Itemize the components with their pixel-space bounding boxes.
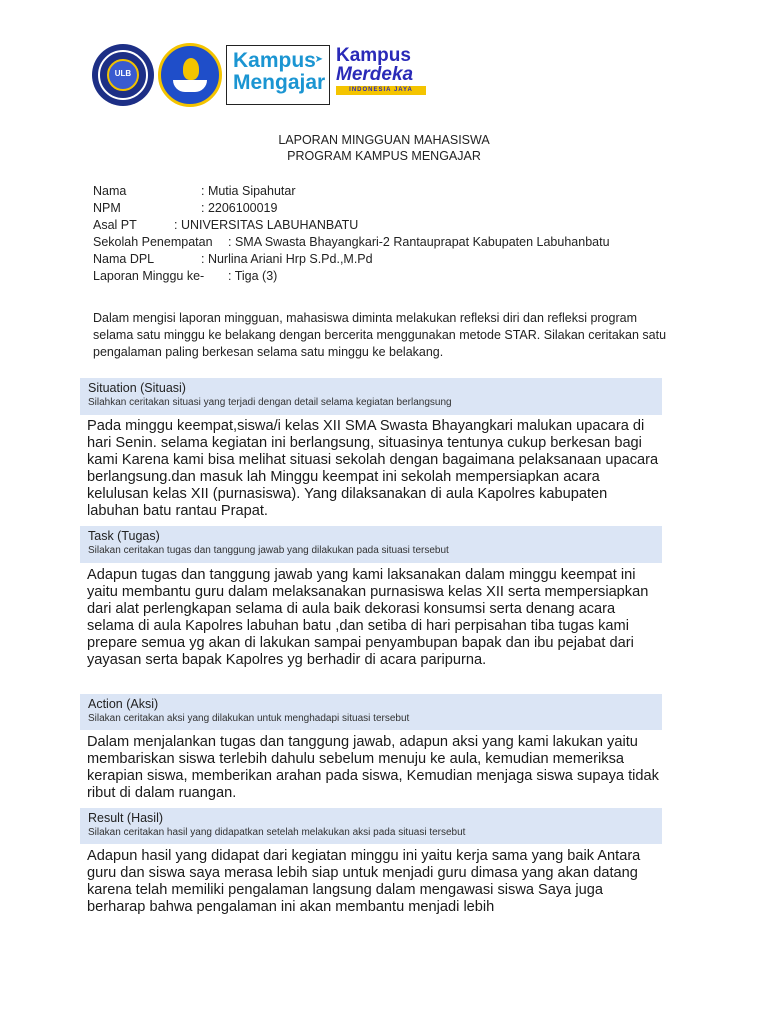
kampus-merdeka-line2: Merdeka [336, 64, 414, 85]
nama-label: Nama [93, 184, 127, 198]
situation-hint: Silahkan ceritakan situasi yang terjadi dengan detail selama kegiatan berlangsung [88, 397, 452, 408]
ulb-seal-text: ULB [114, 69, 132, 78]
logo-row [92, 40, 426, 110]
section-header-action [80, 694, 662, 730]
action-heading: Action (Aksi) [88, 697, 159, 711]
tut-wuri-book-icon [173, 80, 207, 92]
tut-wuri-handayani-logo [158, 43, 222, 107]
identity-row-nama [93, 183, 673, 200]
intro-paragraph: Dalam mengisi laporan mingguan, mahasiswa diminta melakukan refleksi diri dan refleksi program selama satu minggu ke belakang dengan bercerita menggunakan metode STAR. Silakan ceritakan satu pengalaman paling berkesan selama satu minggu ke belakang. [93, 311, 667, 359]
report-title-line1: LAPORAN MINGGUAN MAHASISWA [278, 133, 490, 147]
task-heading: Task (Tugas) [88, 529, 160, 543]
sekolah-value: : SMA Swasta Bhayangkari-2 Rantauprapat Kabupaten Labuhanbatu [228, 235, 610, 249]
situation-heading: Situation (Situasi) [88, 381, 186, 395]
result-body: Adapun hasil yang didapat dari kegiatan minggu ini yaitu kerja sama yang baik Antara guru dan siswa saya merasa lebih siap untuk menjadi guru dimasa yang akan datang karena telah memiliki pengalaman langsung dalam mengawasi siswa Saya juga berharap bahwa pengalaman ini akan membantu menjadi lebih [87, 848, 641, 915]
identity-row-minggu [93, 268, 673, 285]
kampus-mengajar-line2: Mengajar [233, 71, 326, 94]
report-title [0, 132, 768, 164]
task-body: Adapun tugas dan tanggung jawab yang kami laksanakan dalam minggu keempat ini yaitu membantu guru dalam melaksanakan purnasiswa kelas XII serta mempersiapkan dari alat perlengkapan selama di aula baik dekorasi konsumsi serta denang acara selama di aula Kapolres labuhan batu ,dan setiba di hari perpisahan tiba tugas kami prepare semua yg akan di lakukan sampai penyambupan bapak dan ibu pejabat dari yayasan serta bapak Kapolres yg berhadir di acara paripurna. [87, 567, 649, 668]
npm-value: : 2206100019 [201, 201, 278, 215]
result-heading: Result (Hasil) [88, 811, 164, 825]
npm-label: NPM [93, 201, 121, 215]
section-header-situation [80, 378, 662, 415]
minggu-value: : Tiga (3) [228, 269, 278, 283]
action-hint: Silakan ceritakan aksi yang dilakukan untuk menghadapi situasi tersebut [88, 713, 410, 724]
section-header-result [80, 808, 662, 844]
identity-row-sekolah [93, 234, 673, 251]
identity-block [93, 183, 673, 285]
nama-value: : Mutia Sipahutar [201, 184, 296, 198]
tut-wuri-flame-icon [183, 58, 199, 80]
kampus-mengajar-logo [226, 45, 330, 105]
result-hint: Silakan ceritakan hasil yang didapatkan setelah melakukan aksi pada situasi tersebut [88, 827, 466, 838]
sekolah-label: Sekolah Penempatan [93, 235, 213, 249]
identity-row-npm [93, 200, 673, 217]
kampus-mengajar-line1: Kampus [233, 49, 316, 72]
asal-value: : UNIVERSITAS LABUHANBATU [174, 218, 359, 232]
identity-row-asal [93, 217, 673, 234]
identity-row-dpl [93, 251, 673, 268]
section-header-task [80, 526, 662, 563]
kampus-merdeka-logo [336, 46, 426, 104]
dpl-label: Nama DPL [93, 252, 155, 266]
action-body: Dalam menjalankan tugas dan tanggung jawab, adapun aksi yang kami lakukan yaitu membariskan siswa terlebih dahulu sebelum menuju ke aula, kemudian memeriksa kerapian siswa, memberikan arahan pada siswa, Kemudian menjaga siswa supaya tidak ribut di dalam ruangan. [87, 734, 659, 801]
kampus-merdeka-tagline: INDONESIA JAYA [336, 86, 426, 95]
report-title-line2: PROGRAM KAMPUS MENGAJAR [287, 149, 481, 163]
ulb-seal-logo [92, 44, 154, 106]
paper-plane-icon: ➤ [314, 54, 323, 65]
situation-body: Pada minggu keempat,siswa/i kelas XII SMA Swasta Bhayangkari malukan upacara di hari Senin. selama kegiatan ini berlangsung, situasinya tentunya cukup berkesan bagi kami Karena kami bisa melihat situasi sekolah dengan bagaimana pelaksanaan upacara berlangsung.dan masuk lah Minggu keempat ini sekolah mempersiapkan acara kelulusan kelas XII (purnasiswa). Yang dilaksanakan di aula Kapolres kabupaten labuhan batu rantau Prapat. [87, 418, 659, 519]
task-hint: Silakan ceritakan tugas dan tanggung jawab yang dilakukan pada situasi tersebut [88, 545, 449, 556]
minggu-label: Laporan Minggu ke- [93, 269, 205, 283]
asal-label: Asal PT [93, 218, 137, 232]
dpl-value: : Nurlina Ariani Hrp S.Pd.,M.Pd [201, 252, 373, 266]
kampus-merdeka-line1: Kampus [336, 45, 411, 66]
